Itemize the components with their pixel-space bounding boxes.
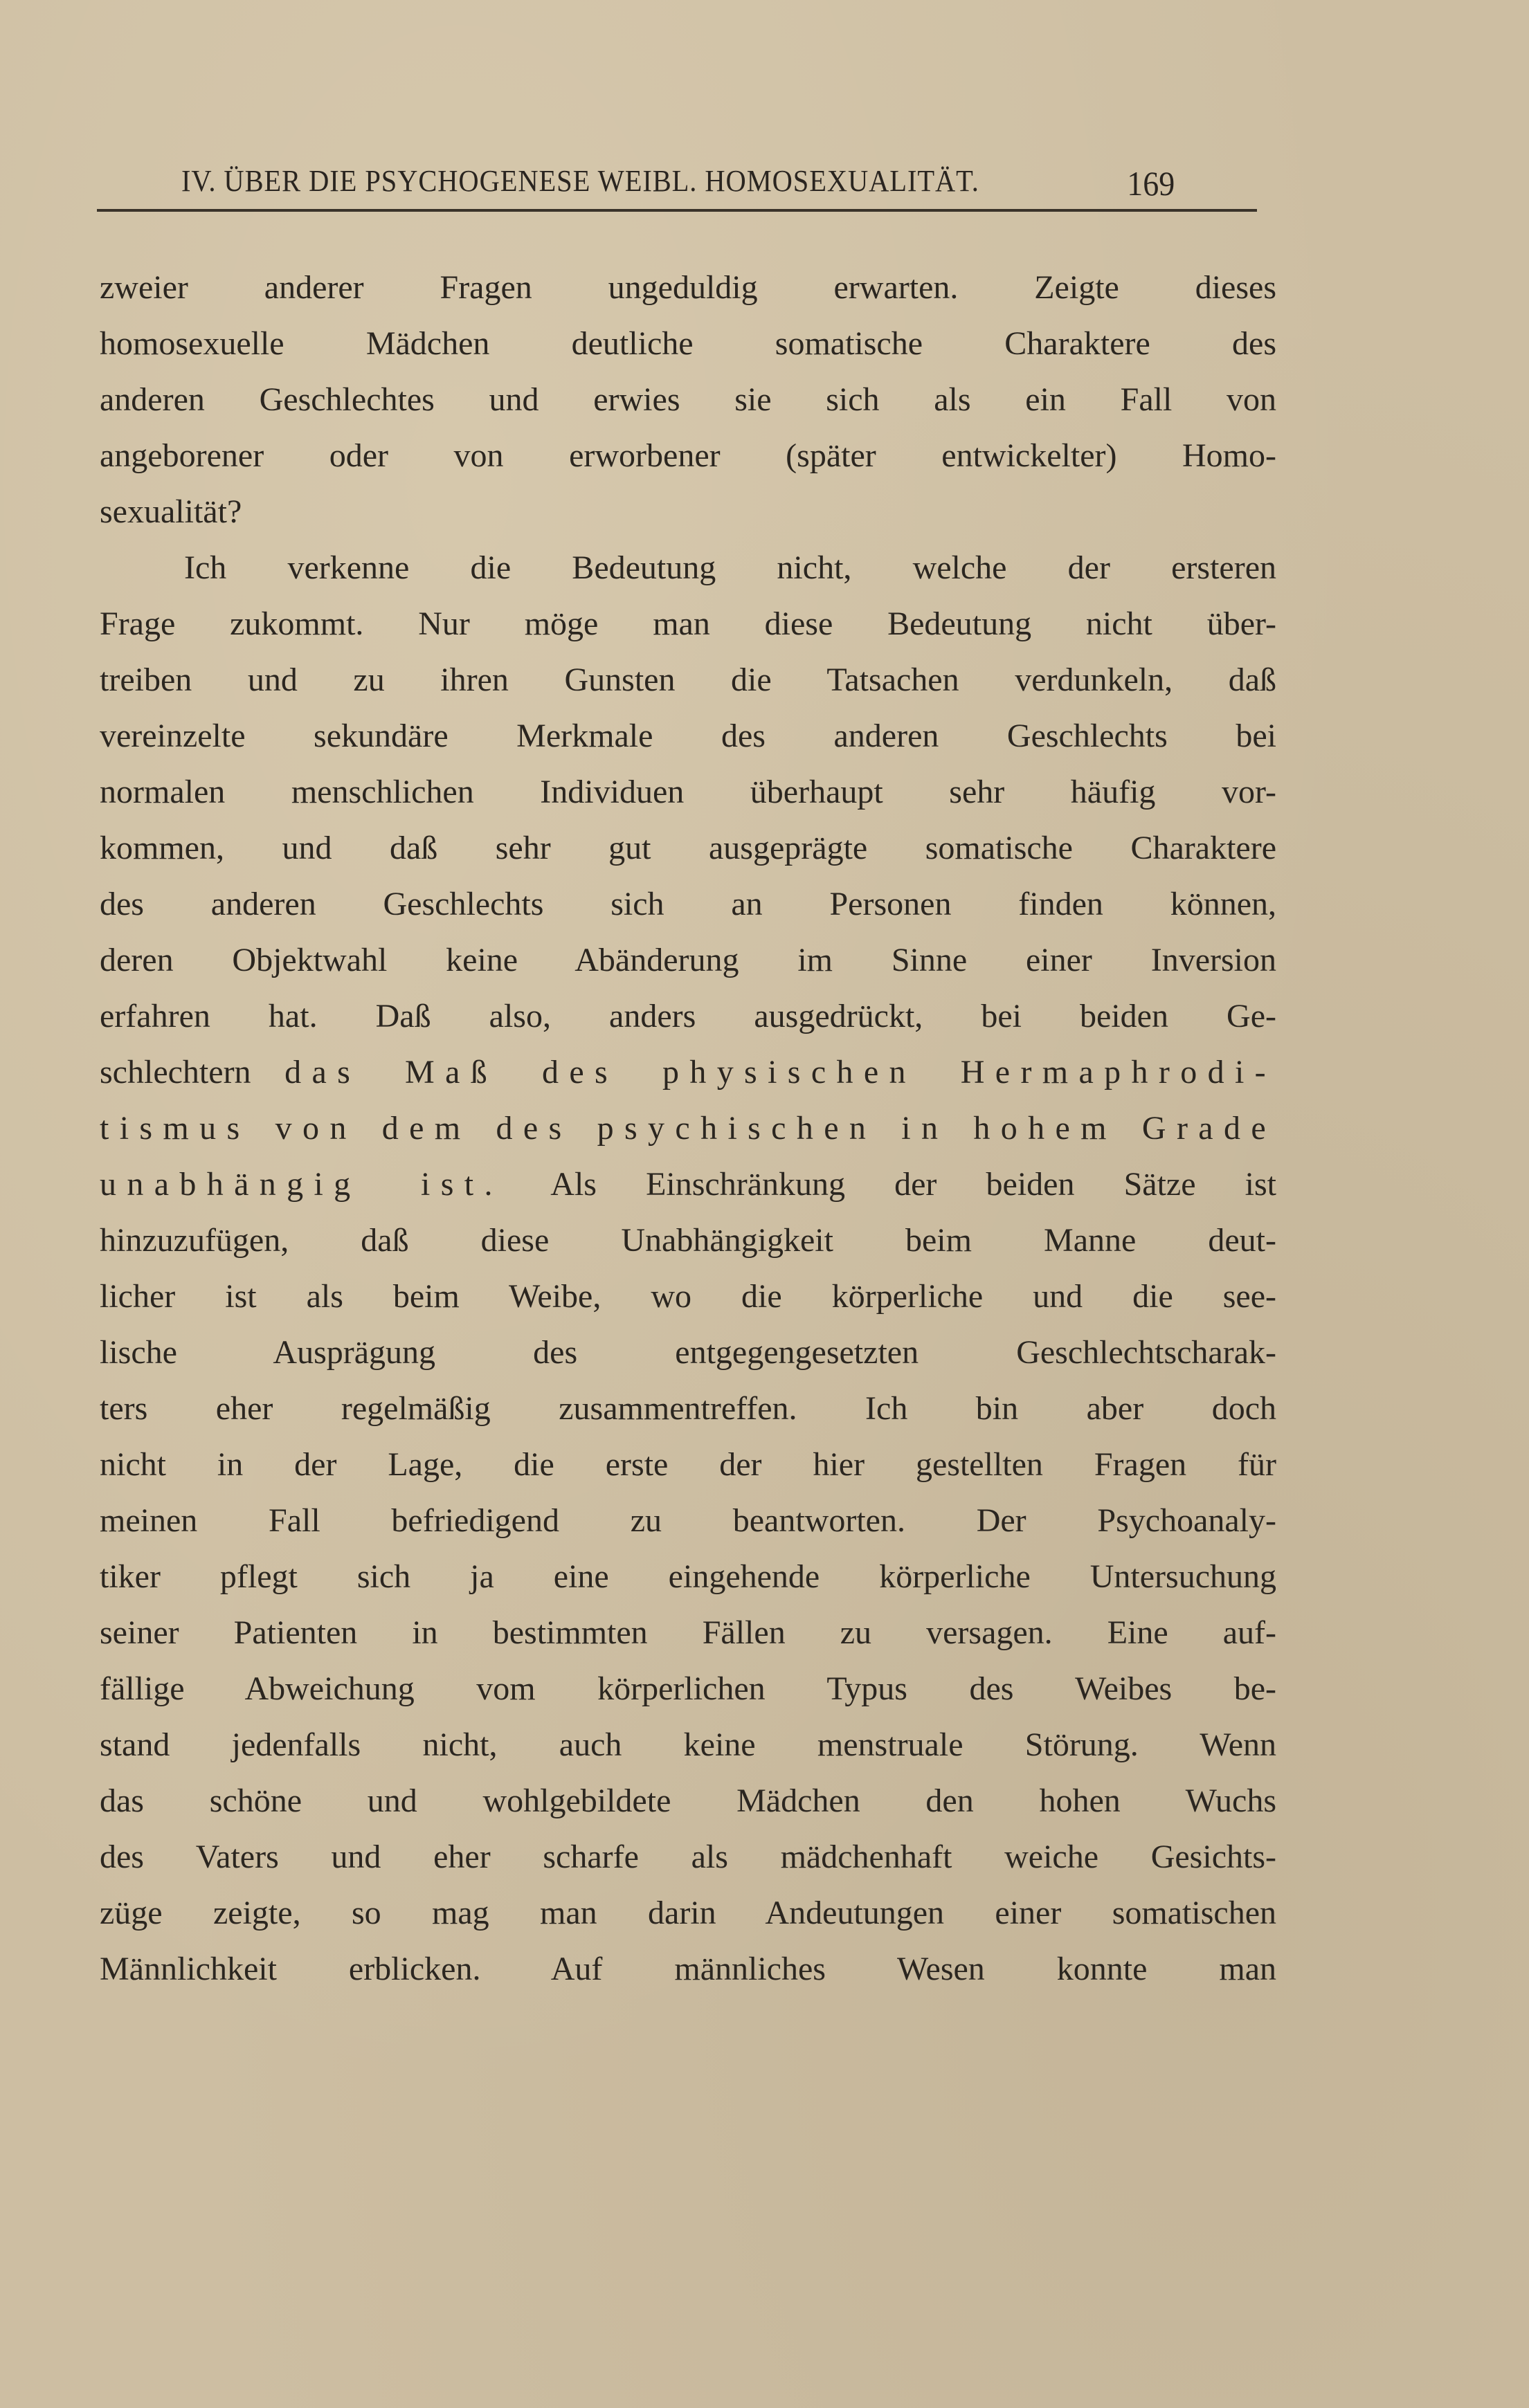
text-segment: des anderen Geschlechts sich an Personen finden können, [100, 886, 1276, 922]
text-line [100, 1717, 1276, 1773]
text-segment: zweier anderer Fragen ungeduldig erwarten. Zeigte dieses [100, 269, 1276, 306]
text-segment: züge zeigte, so mag man darin Andeutungen einer somatischen [100, 1895, 1276, 1931]
text-line [100, 708, 1276, 764]
page-number: 169 [1127, 164, 1175, 203]
text-segment: homosexuelle Mädchen deutliche somatische Charaktere des [100, 325, 1276, 362]
text-line [100, 1549, 1276, 1605]
spaced-emphasis-text: unabhängig ist. [100, 1166, 503, 1203]
text-line [100, 1044, 1276, 1100]
text-line [100, 988, 1276, 1044]
text-segment: schlechtern [100, 1054, 285, 1091]
text-line [100, 1605, 1276, 1661]
text-line [100, 1268, 1276, 1324]
text-segment: sexualität? [100, 493, 242, 530]
text-segment: das schöne und wohlgebildete Mädchen den hohen Wuchs [100, 1782, 1276, 1819]
text-line [100, 1156, 1276, 1212]
text-segment: treiben und zu ihren Gunsten die Tatsachen verdunkeln, daß [100, 662, 1276, 698]
text-segment: kommen, und daß sehr gut ausgeprägte somatische Charaktere [100, 830, 1276, 866]
text-segment: erfahren hat. Daß also, anders ausgedrückt, bei beiden Ge- [100, 998, 1276, 1034]
text-line [100, 932, 1276, 988]
text-line [100, 1324, 1276, 1380]
text-line [100, 820, 1276, 876]
text-line [100, 1773, 1276, 1829]
text-line [100, 428, 1276, 484]
text-segment: lische Ausprägung des entgegengesetzten Geschlechtscharak- [100, 1334, 1276, 1371]
body-text [100, 259, 1276, 1997]
text-segment: Frage zukommt. Nur möge man diese Bedeutung nicht über- [100, 605, 1276, 642]
text-line [100, 1829, 1276, 1885]
text-segment: Ich verkenne die Bedeutung nicht, welche der ersteren [184, 549, 1276, 586]
header-rule [97, 209, 1257, 212]
running-title: IV. ÜBER DIE PSYCHOGENESE WEIBL. HOMOSEXUALITÄT. [181, 164, 979, 198]
text-segment: ters eher regelmäßig zusammentreffen. Ich bin aber doch [100, 1390, 1276, 1427]
running-header [181, 163, 1175, 203]
text-line [100, 1380, 1276, 1436]
text-segment: vereinzelte sekundäre Merkmale des anderen Geschlechts bei [100, 718, 1276, 754]
text-line [100, 1493, 1276, 1549]
text-segment: meinen Fall befriedigend zu beantworten. Der Psychoanaly- [100, 1502, 1276, 1539]
text-segment: licher ist als beim Weibe, wo die körperliche und die see- [100, 1278, 1276, 1315]
text-line [100, 764, 1276, 820]
spaced-emphasis-text: das Maß des physischen Hermaphrodi- [284, 1054, 1276, 1091]
text-line [100, 1100, 1276, 1156]
text-line [100, 652, 1276, 708]
text-segment: des Vaters und eher scharfe als mädchenhaft weiche Gesichts- [100, 1839, 1276, 1875]
text-line [100, 1661, 1276, 1717]
text-segment: fällige Abweichung vom körperlichen Typus des Weibes be- [100, 1670, 1276, 1707]
text-segment: stand jedenfalls nicht, auch keine menstruale Störung. Wenn [100, 1726, 1276, 1763]
text-line [100, 876, 1276, 932]
text-segment: tiker pflegt sich ja eine eingehende körperliche Untersuchung [100, 1558, 1276, 1595]
text-segment: anderen Geschlechtes und erwies sie sich als ein Fall von [100, 381, 1276, 418]
text-segment: nicht in der Lage, die erste der hier gestellten Fragen für [100, 1446, 1276, 1483]
text-line [100, 372, 1276, 428]
text-line [100, 316, 1276, 372]
text-line [100, 484, 1276, 540]
text-line [100, 540, 1276, 596]
text-line [100, 259, 1276, 316]
text-segment: normalen menschlichen Individuen überhaupt sehr häufig vor- [100, 774, 1276, 810]
text-line [100, 1212, 1276, 1268]
text-line [100, 1941, 1276, 1997]
text-segment: deren Objektwahl keine Abänderung im Sinne einer Inversion [100, 942, 1276, 978]
text-segment: angeborener oder von erworbener (später entwickelter) Homo- [100, 437, 1276, 474]
text-line [100, 596, 1276, 652]
text-segment: Männlichkeit erblicken. Auf männliches Wesen konnte man [100, 1951, 1276, 1987]
text-segment: seiner Patienten in bestimmten Fällen zu versagen. Eine auf- [100, 1614, 1276, 1651]
text-line [100, 1436, 1276, 1493]
text-line [100, 1885, 1276, 1941]
spaced-emphasis-text: tismus von dem des psychischen in hohem Grade [100, 1110, 1276, 1147]
text-segment: Als Einschränkung der beiden Sätze ist [503, 1166, 1276, 1203]
text-segment: hinzuzufügen, daß diese Unabhängigkeit beim Manne deut- [100, 1222, 1276, 1259]
